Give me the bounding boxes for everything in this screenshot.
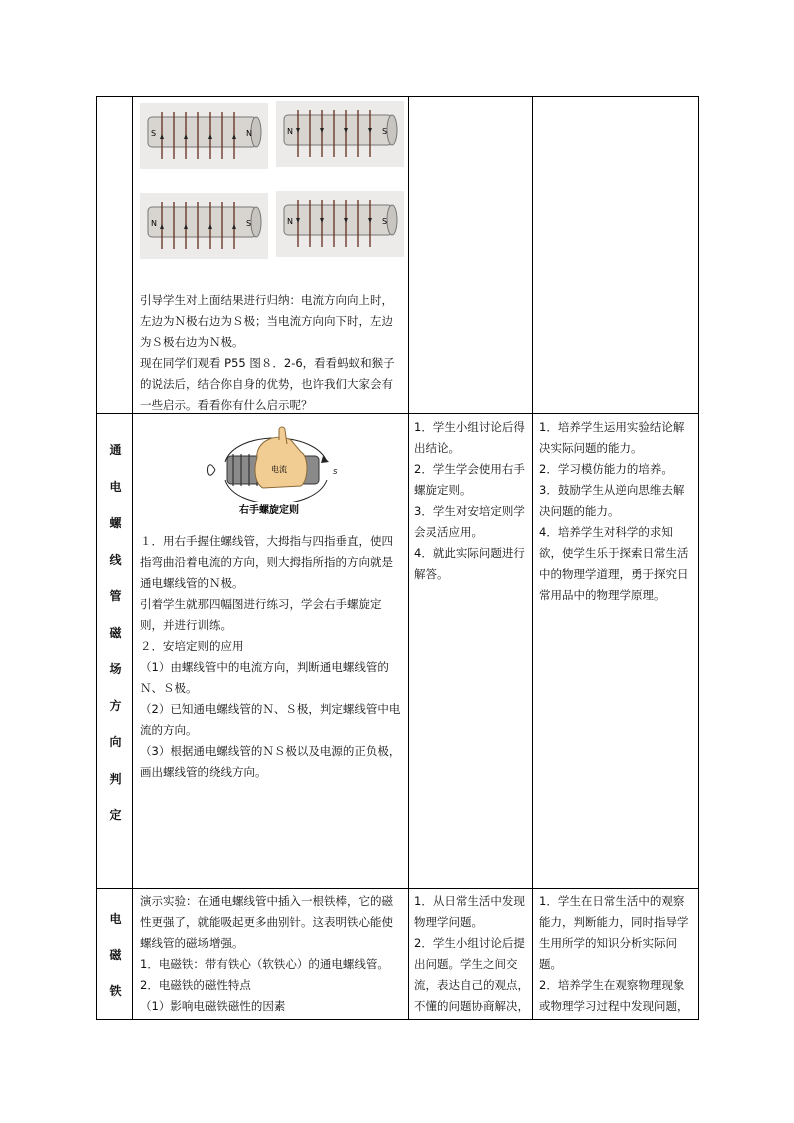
- list-item: 1．培养学生运用实验结论解决实际问题的能力。: [539, 420, 685, 455]
- list-item: 2．学生小组讨论后提出问题。学生之间交流，表达自己的观点，不懂的问题协商解决，: [414, 936, 529, 1013]
- title-char: 电: [109, 912, 122, 926]
- list-item: 2．学习模仿能力的培养。: [539, 462, 673, 476]
- paragraph: 演示实验：在通电螺线管中插入一根铁棒，它的磁性更强了，就能吸起更多曲别针。这表明铁心能使螺线管的磁场增强。: [140, 894, 393, 950]
- title-char: 管: [109, 589, 122, 603]
- list-item: 1．从日常生活中发现物理学问题。: [414, 894, 525, 929]
- paragraph: 1．电磁铁：带有铁心（软铁心）的通电螺线管。: [140, 957, 389, 971]
- solenoid-diagram-1: [140, 103, 268, 169]
- design-intent-cell: [539, 891, 694, 1017]
- paragraph: （3）根据通电螺线管的ＮＳ极以及电源的正负极，画出螺线管的绕线方向。: [140, 744, 401, 779]
- pole-label: S: [151, 129, 157, 138]
- section-title-vertical: [97, 432, 134, 834]
- pole-label: S: [246, 219, 252, 228]
- pole-label: S: [333, 468, 338, 476]
- paragraph: ２．安培定则的应用: [140, 639, 244, 653]
- title-char: 磁: [109, 625, 122, 640]
- title-char: 向: [109, 735, 122, 749]
- title-char: 判: [109, 771, 122, 786]
- paragraph: 引着学生就那四幅图进行练习，学会右手螺旋定则，并进行训练。: [140, 597, 382, 632]
- title-char: 磁: [109, 948, 122, 962]
- paragraph: １．用右手握住螺线管，大拇指与四指垂直，使四指弯曲沿着电流的方向，则大拇指所指的方向就是通电螺线管的Ｎ极。: [140, 534, 393, 590]
- table-row: [97, 414, 698, 889]
- table-row: [97, 889, 698, 1019]
- pole-label: N: [287, 127, 293, 136]
- paragraph: （1）影响电磁铁磁性的因素: [140, 999, 286, 1013]
- list-item: 1．学生小组讨论后得出结论。: [414, 420, 525, 455]
- solenoid-diagram-4: [276, 191, 404, 257]
- pole-label: S: [382, 217, 388, 226]
- pole-label: N: [246, 129, 252, 138]
- paragraph: 引导学生对上面结果进行归纳：电流方向向上时，左边为Ｎ极右边为Ｓ极；当电流方向向下时，左边为Ｓ极右边为Ｎ极。: [140, 293, 393, 349]
- list-item: 2．培养学生在观察物理现象或物理学习过程中发现问题，: [539, 978, 689, 1013]
- title-char: 线: [109, 552, 122, 567]
- content-cell: [133, 414, 408, 888]
- student-activity-cell: [414, 417, 529, 585]
- title-char: 定: [109, 808, 122, 822]
- title-char: 螺: [109, 516, 122, 530]
- title-char: 铁: [109, 984, 122, 998]
- solenoid-diagram-2: [276, 101, 404, 167]
- paragraph: 2．电磁铁的磁性特点: [140, 978, 251, 992]
- figure-caption: 右手螺旋定则: [239, 505, 299, 516]
- pole-label: S: [382, 127, 388, 136]
- list-item: 1．学生在日常生活中的观察能力，判断能力，同时指导学生用所学的知识分析实际问题。: [539, 894, 689, 971]
- section-title-vertical: [97, 901, 134, 1009]
- paragraph: 现在同学们观看 P55 图８．2-6，看看蚂蚁和猴子的说法后，结合你自身的优势，也许我们大家会有一些启示。看看你有什么启示呢？: [140, 356, 395, 412]
- list-item: 3．学生对安培定则学会灵活应用。: [414, 504, 525, 539]
- title-char: 方: [109, 698, 122, 713]
- hand-label: 电流: [271, 465, 287, 474]
- content-cell: [140, 891, 404, 1017]
- right-hand-rule-figure: [205, 422, 347, 520]
- student-activity-cell: [414, 891, 529, 1017]
- content-cell: [133, 97, 408, 413]
- list-item: 4．就此实际问题进行解答。: [414, 546, 525, 581]
- list-item: 3．鼓励学生从逆向思维去解决问题的能力。: [539, 483, 685, 518]
- list-item: 4．培养学生对科学的求知欲，使学生乐于探索日常生活中的物理学道理，勇于探究日常用品中的物理学原理。: [539, 525, 689, 602]
- paragraph: （1）由螺线管中的电流方向，判断通电螺线管的Ｎ、Ｓ极。: [140, 660, 389, 695]
- title-char: 电: [109, 479, 122, 494]
- table-row: [97, 97, 698, 414]
- design-intent-cell: [539, 417, 694, 606]
- solenoid-diagram-3: [140, 193, 268, 259]
- pole-label: N: [287, 217, 293, 226]
- list-item: 2．学生学会使用右手螺旋定则。: [414, 462, 525, 497]
- title-char: 场: [109, 662, 122, 676]
- pole-label: N: [151, 219, 157, 228]
- lesson-table: [96, 96, 699, 1020]
- paragraph: （2）已知通电螺线管的Ｎ、Ｓ极，判定螺线管中电流的方向。: [140, 702, 401, 737]
- title-char: 通: [109, 443, 122, 457]
